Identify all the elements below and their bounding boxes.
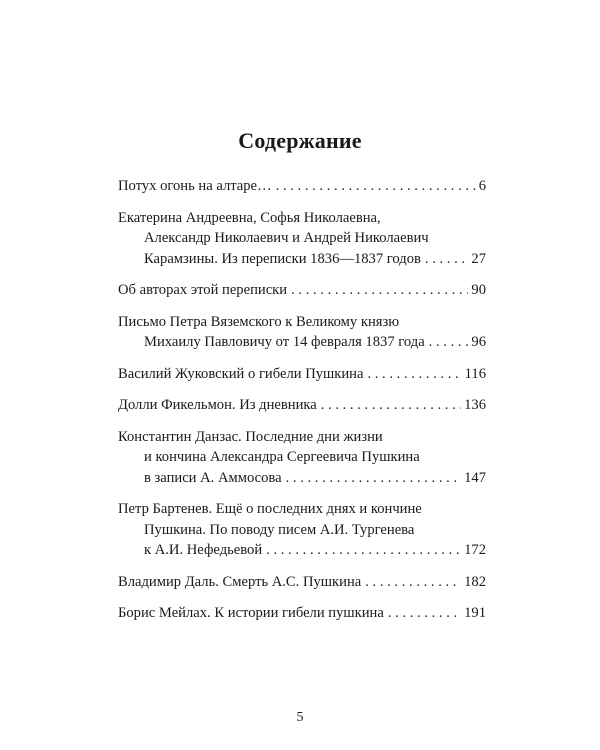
toc-entry-line: Карамзины. Из переписки 1836—1837 годов <box>144 250 421 267</box>
dot-leader <box>321 395 461 416</box>
toc-entry <box>118 208 486 270</box>
toc-entry-line: Письмо Петра Вяземского к Великому князю <box>118 313 400 330</box>
toc-entry-final-line <box>118 332 486 353</box>
toc-entry <box>118 603 486 624</box>
dot-leader <box>291 280 468 301</box>
toc-page-number: 27 <box>471 250 486 267</box>
toc-entry-final-line <box>118 280 486 301</box>
toc-entry-line: Александр Николаевич и Андрей Николаевич <box>144 230 429 246</box>
toc-entry-line: и кончина Александра Сергеевича Пушкина <box>144 449 420 465</box>
page-number: 5 <box>296 710 304 725</box>
toc-entry-line: Борис Мейлах. К истории гибели пушкина <box>118 605 384 621</box>
toc-entry <box>118 364 486 385</box>
toc-entry-line: к А.И. Нефедьевой <box>144 542 263 558</box>
toc-page-number: 182 <box>464 573 486 590</box>
toc-page-number: 6 <box>478 178 486 194</box>
toc-entry-line: Михаилу Павловичу от 14 февраля 1837 года <box>144 334 425 350</box>
toc-entry-line: Долли Фикельмон. Из дневника <box>118 397 317 413</box>
toc-entry <box>118 176 486 197</box>
toc-page-number: 191 <box>464 605 486 621</box>
toc-entry-line: Об авторах этой переписки <box>118 282 288 298</box>
toc-entry <box>118 427 486 489</box>
toc-page-number: 172 <box>464 542 486 558</box>
toc-entry <box>118 312 486 353</box>
dot-leader <box>425 249 469 270</box>
toc-entry-final-line <box>118 540 486 561</box>
toc-entry-final-line <box>118 364 486 385</box>
dot-leader <box>367 364 461 385</box>
dot-leader <box>276 176 476 197</box>
toc-entry-line: Потух огонь на алтаре… <box>118 178 272 194</box>
toc-page-number: 147 <box>464 469 486 486</box>
dot-leader <box>266 540 461 561</box>
dot-leader <box>286 468 462 489</box>
toc-entry-line: Екатерина Андреевна, Софья Николаевна, <box>118 209 381 226</box>
toc-entry-line: Константин Данзас. Последние дни жизни <box>118 428 383 445</box>
toc-entry <box>118 499 486 561</box>
toc-page-number: 96 <box>471 334 486 350</box>
dot-leader <box>388 603 461 624</box>
toc-entry-line: Владимир Даль. Смерть А.С. Пушкина <box>118 573 362 590</box>
toc-entry-line: Василий Жуковский о гибели Пушкина <box>118 365 364 382</box>
toc-entry <box>118 280 486 301</box>
toc-page-number: 116 <box>464 365 486 382</box>
toc-entry-final-line <box>118 395 486 416</box>
toc-entry-line: Петр Бартенев. Ещё о последних днях и кончине <box>118 501 422 517</box>
toc-entry <box>118 572 486 593</box>
toc-entry <box>118 395 486 416</box>
toc-entry-line: Пушкина. По поводу писем А.И. Тургенева <box>144 521 415 538</box>
table-of-contents <box>118 176 486 635</box>
dot-leader <box>365 572 461 593</box>
toc-page-number: 90 <box>471 282 486 298</box>
dot-leader <box>429 332 469 353</box>
toc-entry-final-line <box>118 603 486 624</box>
toc-entry-final-line <box>118 176 486 197</box>
toc-page-number: 136 <box>464 397 486 413</box>
toc-entry-final-line <box>118 572 486 593</box>
toc-entry-final-line <box>118 249 486 270</box>
toc-entry-line: в записи А. Аммосова <box>144 469 282 486</box>
toc-entry-final-line <box>118 468 486 489</box>
page-title: Содержание <box>238 128 362 153</box>
